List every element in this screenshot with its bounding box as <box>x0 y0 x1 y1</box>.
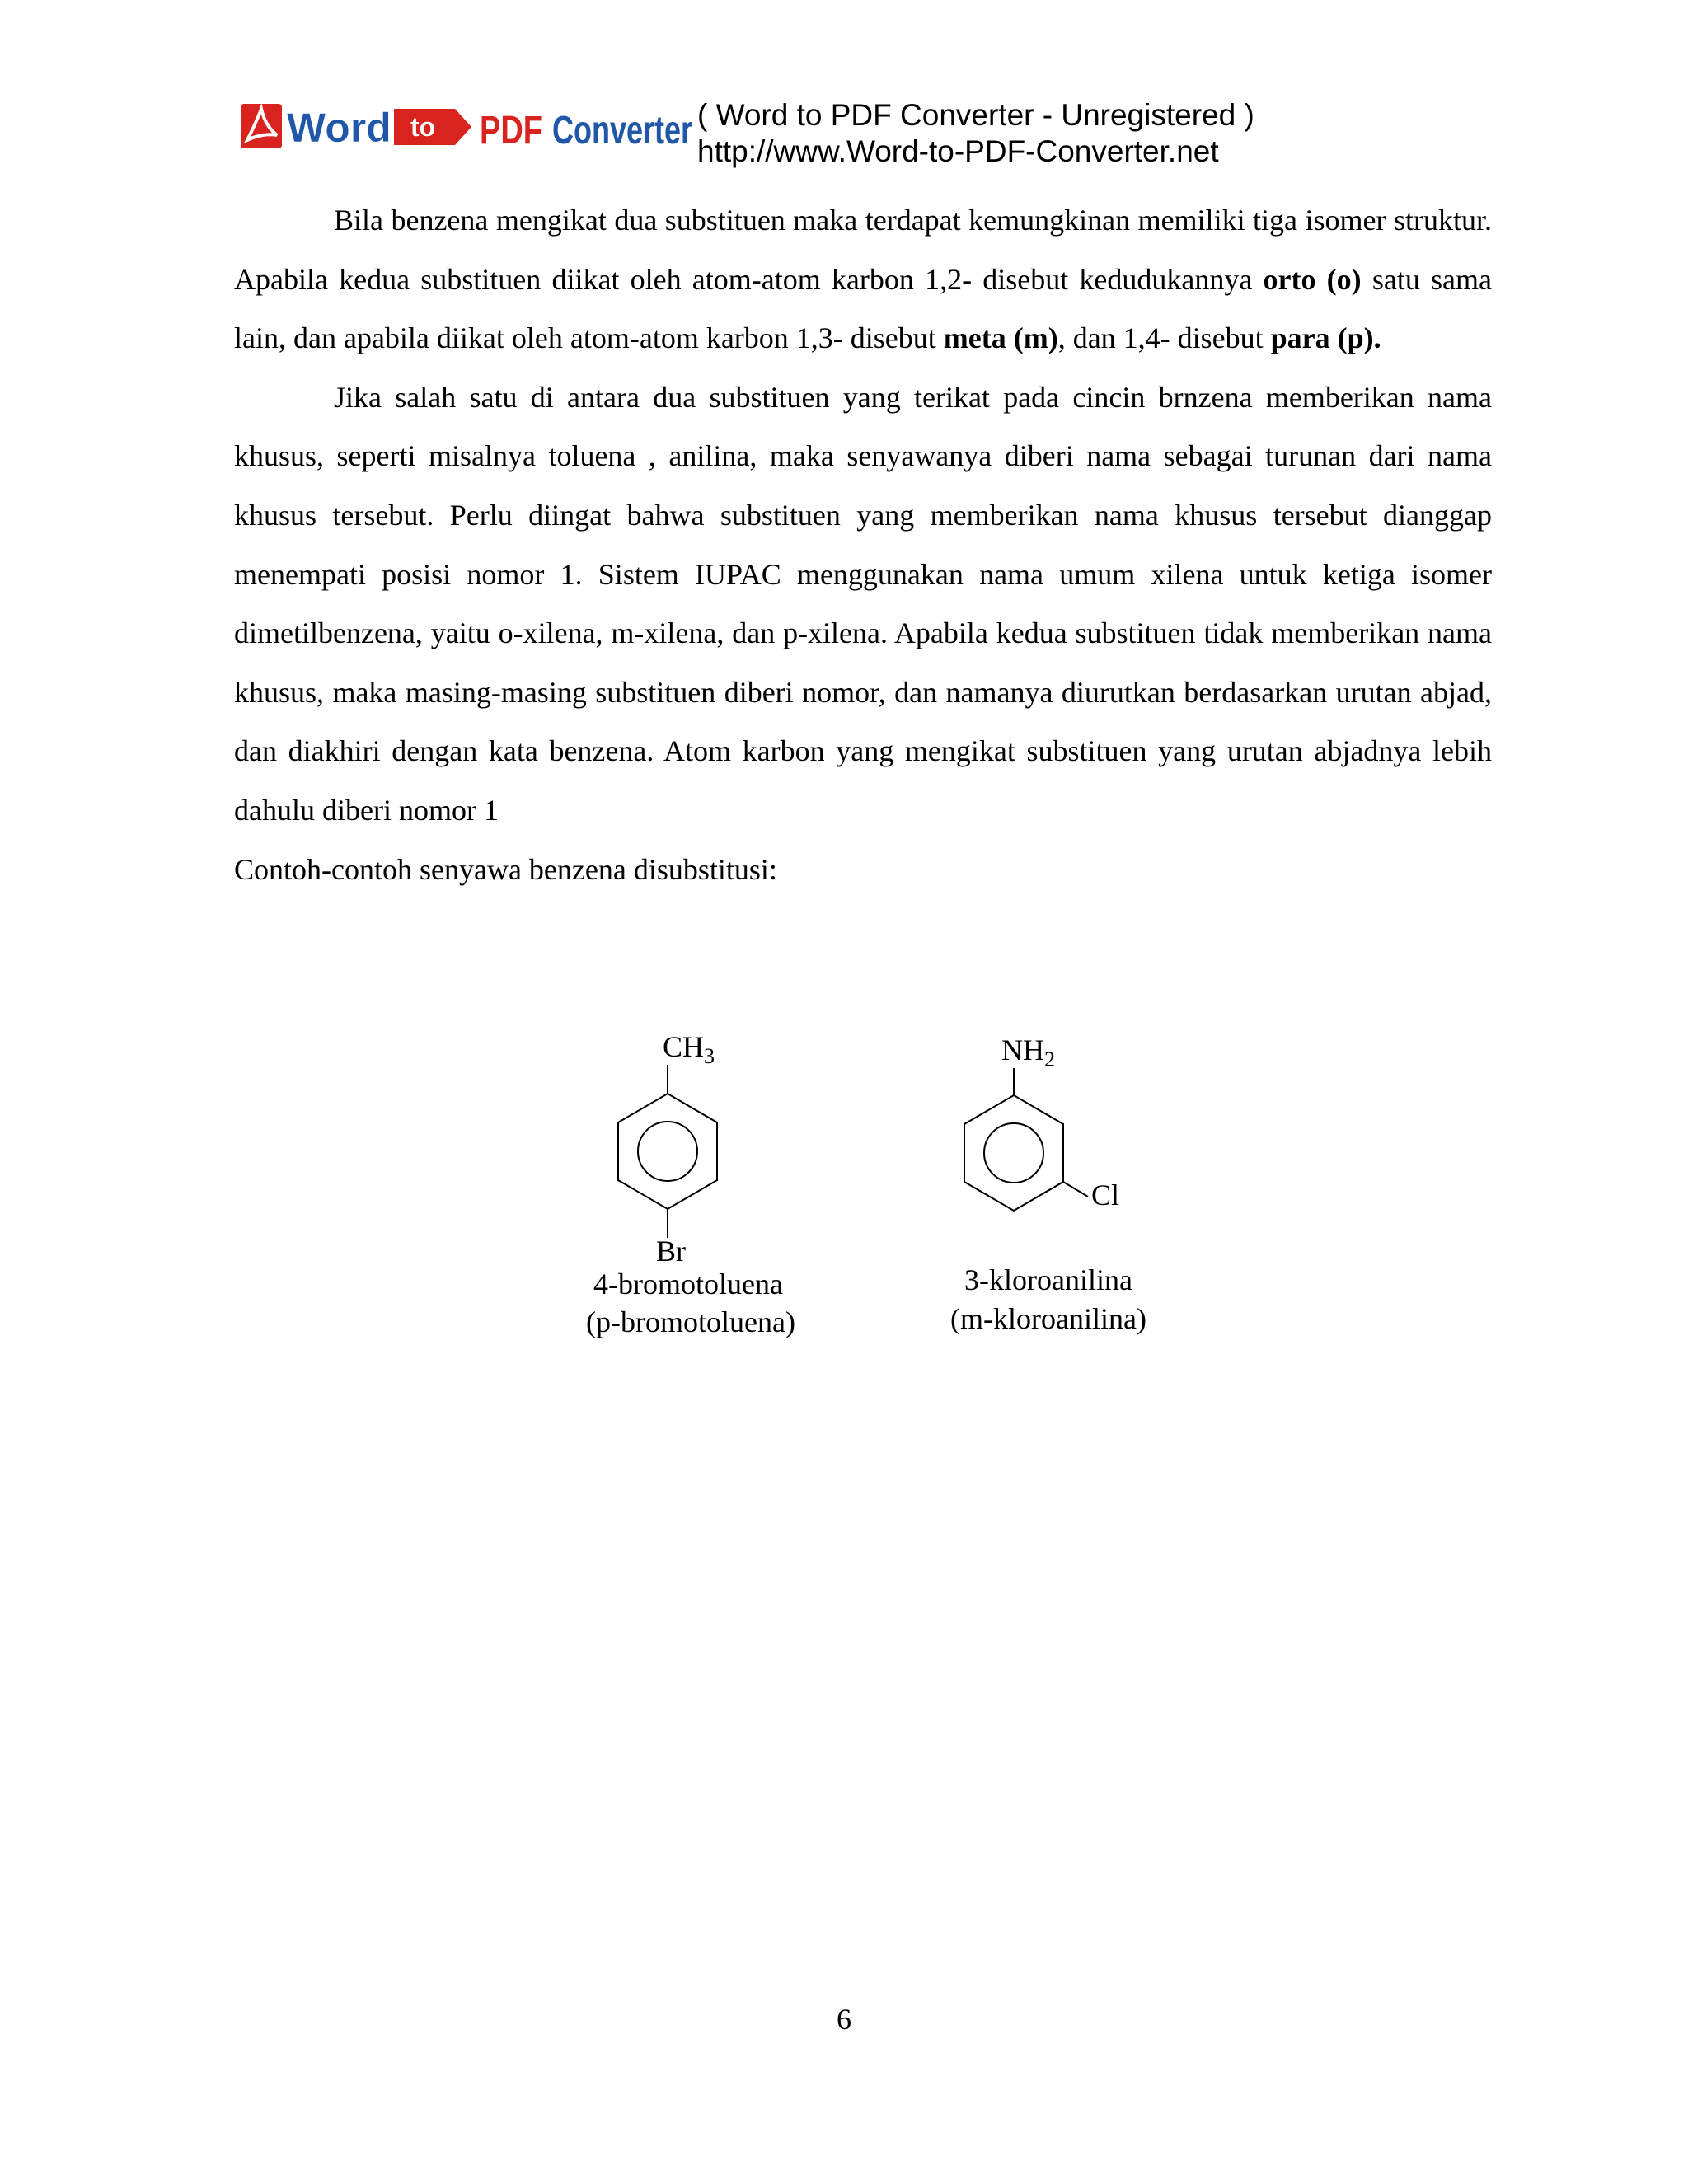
ortho-term: orto (o) <box>1263 262 1362 296</box>
word-to-pdf-logo <box>239 97 694 157</box>
paragraph-examples-heading: Contoh-contoh senyawa benzena disubstitusi: <box>234 852 777 886</box>
page-number: 6 <box>837 2003 851 2036</box>
structure-4-bromotoluena <box>586 1030 795 1338</box>
compound-name: 4-bromotoluena <box>593 1268 783 1301</box>
paragraph-text: , dan 1,4- disebut <box>1057 321 1271 355</box>
paragraph-isomer-positions <box>234 191 1492 368</box>
unregistered-label: ( Word to PDF Converter - Unregistered ) <box>697 98 1254 132</box>
pdf-acrobat-icon <box>241 104 282 148</box>
chloro-bond <box>1063 1182 1088 1197</box>
compound-name: 3-kloroanilina <box>964 1263 1132 1296</box>
compound-alt-name: (m-kloroanilina) <box>950 1302 1146 1335</box>
unregistered-notice <box>697 97 1254 170</box>
paragraph-text: Bila benzena mengikat dua substituen maka terdapat kemungkinan memiliki tiga isomer struktur. Apabila kedua substituen diikat oleh atom-atom karbon 1,2- disebut kedudukannya <box>234 204 1492 296</box>
aromatic-circle <box>638 1122 697 1181</box>
logo-pdf: PDF <box>480 109 542 152</box>
bromo-group-label: Br <box>656 1235 686 1268</box>
logo-to-arrow <box>394 109 471 145</box>
logo-to: to <box>410 112 436 142</box>
amino-group-label: $NH_2$ <box>1001 1033 1055 1071</box>
methyl-group-label: $CH_3$ <box>663 1030 715 1068</box>
meta-term: meta (m) <box>943 321 1058 355</box>
disubstituted-benzene-figure <box>528 1022 1203 1352</box>
converter-url: http://www.Word-to-PDF-Converter.net <box>697 134 1219 168</box>
compound-alt-name: (p-bromotoluena) <box>586 1305 795 1338</box>
benzene-ring <box>964 1095 1063 1211</box>
aromatic-circle <box>984 1123 1043 1183</box>
structure-3-kloroanilina <box>950 1033 1146 1335</box>
para-term: para (p). <box>1270 321 1381 355</box>
logo-converter: Converter <box>552 109 692 152</box>
paragraph-text: satu sama lain, dan apabila diikat oleh atom-atom karbon 1,3- disebut <box>234 262 1492 355</box>
chloro-group-label: Cl <box>1091 1179 1120 1212</box>
converter-watermark <box>239 97 1393 188</box>
benzene-ring <box>618 1094 717 1209</box>
document-body <box>234 191 1492 899</box>
paragraph-naming-rules: Jika salah satu di antara dua substituen yang terikat pada cincin brnzena memberikan nama khusus, seperti misalnya toluena , anilina, maka senyawanya diberi nama sebagai turunan dari nama khusus tersebut. Perlu diingat bahwa substituen yang memberikan nama khusus tersebut dianggap menempati posisi nomor 1. Sistem IUPAC menggunakan nama umum xilena untuk ketiga isomer dimetilbenzena, yaitu o-xilena, m-xilena, dan p-xilena. Apabila kedua substituen tidak memberikan nama khusus, maka masing-masing substituen diberi nomor, dan namanya diurutkan berdasarkan urutan abjad, dan diakhiri dengan kata benzena. Atom karbon yang mengikat substituen yang urutan abjadnya lebih dahulu diberi nomor 1 <box>234 380 1492 827</box>
logo-word: Word <box>287 105 392 151</box>
